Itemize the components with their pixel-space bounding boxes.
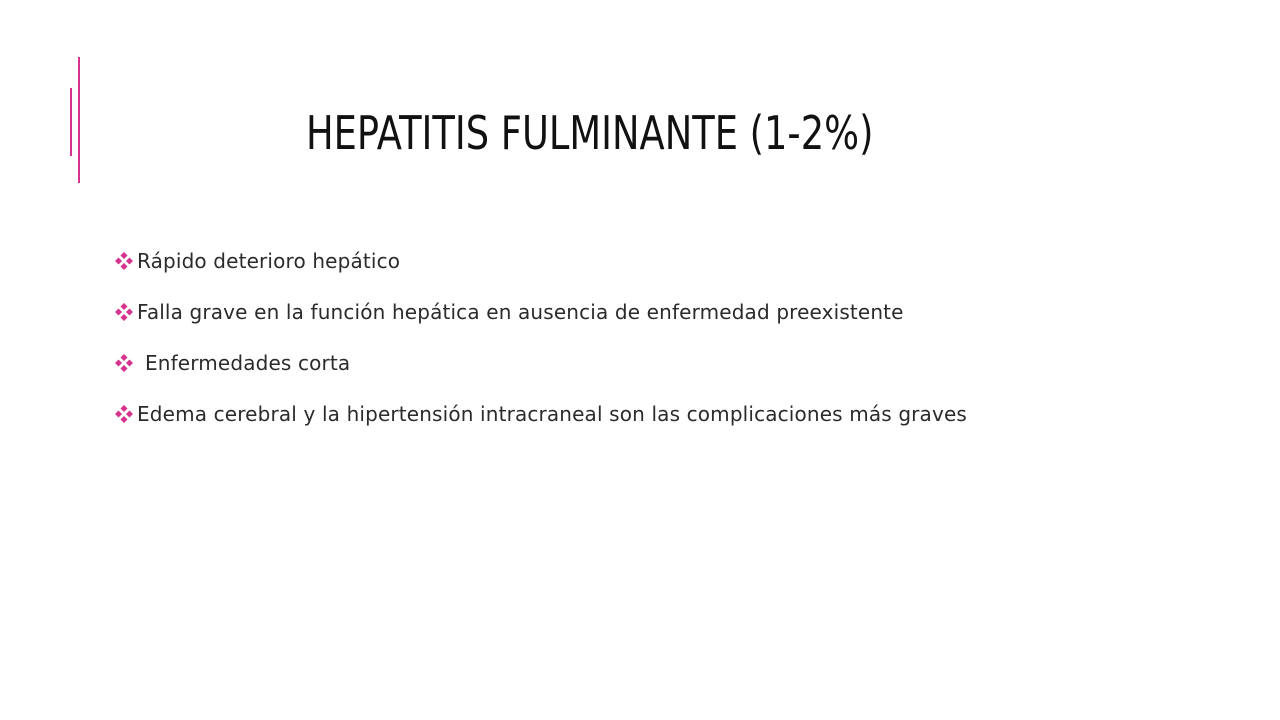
slide-title: HEPATITIS FULMINANTE (1-2%): [306, 106, 874, 160]
bullet-item: [115, 244, 967, 278]
bullet-list: [115, 244, 967, 448]
bullet-item: [115, 346, 967, 380]
four-diamond-bullet-icon: [115, 252, 133, 270]
bullet-item: [115, 295, 967, 329]
bullet-text: Edema cerebral y la hipertensión intracraneal son las complicaciones más graves: [137, 402, 967, 426]
accent-bar-short: [70, 88, 72, 156]
bullet-text: Falla grave en la función hepática en ausencia de enfermedad preexistente: [137, 300, 904, 324]
bullet-item: [115, 397, 967, 431]
four-diamond-bullet-icon: [115, 303, 133, 321]
four-diamond-bullet-icon: [115, 354, 133, 372]
bullet-text: Rápido deterioro hepático: [137, 249, 401, 273]
accent-bar-long: [78, 57, 80, 183]
four-diamond-bullet-icon: [115, 405, 133, 423]
bullet-text: Enfermedades corta: [145, 351, 351, 375]
